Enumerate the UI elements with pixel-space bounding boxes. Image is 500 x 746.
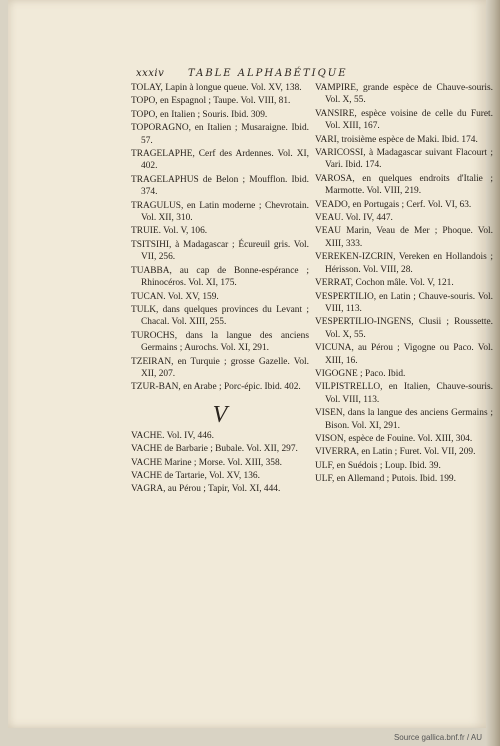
index-entry: VIVERRA, en Latin ; Furet. Vol. VII, 209. [315,447,476,458]
right-column [315,82,493,487]
index-entry: TRAGELAPHE, Cerf des Ardennes. Vol. XI, 402. [131,149,309,172]
index-entry: TSITSIHI, à Madagascar ; Écureuil gris. Vol. VII, 256. [131,239,309,263]
page-number: xxxiv [136,68,165,79]
index-entry: TULK, dans quelques provinces du Levant ; Chacal. Vol. XIII, 255. [131,304,309,328]
index-entry: TUABBA, au cap de Bonne-espérance ; Rhinocéros. Vol. XI, 175. [131,265,309,289]
index-entry: TOPORAGNO, en Italien ; Musaraigne. Ibid. 57. [131,123,309,146]
index-entry: TZUR-BAN, en Arabe ; Porc-épic. Ibid. 402. [131,382,301,393]
index-entry: VIGOGNE ; Paco. Ibid. [315,368,406,379]
index-entry: VARICOSSI, à Madagascar suivant Flacourt ; Vari. Ibid. 174. [315,148,493,171]
index-entry: VISON, espèce de Fouine. Vol. XIII, 304. [315,433,473,444]
index-entry: VACHE. Vol. IV, 446. [131,430,214,441]
section-letter: V [212,401,228,428]
index-entry: TZEIRAN, en Turquie ; grosse Gazelle. Vol. XII, 207. [131,356,309,379]
source-credit: Source gallica.bnf.fr / AU [393,733,482,742]
index-entry: VACHE Marine ; Morse. Vol. XIII, 358. [131,457,283,468]
index-entry: TRUIE. Vol. V, 106. [131,226,208,237]
index-entry: VILPISTRELLO, en Italien, Chauve-souris. Vol. VIII, 113. [315,382,493,405]
index-entry: TUROCHS, dans la langue des anciens Germains ; Aurochs. Vol. XI, 291. [131,330,309,354]
page-title: TABLE ALPHABÉTIQUE [187,68,348,79]
page-header [136,68,476,79]
index-entry: TRAGULUS, en Latin moderne ; Chevrotain. Vol. XII, 310. [131,200,309,224]
index-entry: TOLAY, Lapin à longue queue. Vol. XV, 138. [131,83,302,93]
index-entry: VEAU. Vol. IV, 447. [315,213,393,224]
left-column [131,82,309,497]
index-entry: VEREKEN-IZCRIN, Vereken en Hollandois ; Hérisson. Vol. VIII, 28. [315,252,493,275]
index-entry: TUCAN. Vol. XV, 159. [131,291,219,302]
index-entry: VACHE de Barbarie ; Bubale. Vol. XII, 297. [131,444,298,455]
index-entry: TOPO, en Espagnol ; Taupe. Vol. VIII, 81. [131,96,291,107]
index-entry: VICUNA, au Pérou ; Vigogne ou Paco. Vol. XIII, 16. [315,343,493,366]
index-entry: VAGRA, au Pérou ; Tapir, Vol. XI, 444. [131,484,281,495]
index-entry: VERRAT, Cochon mâle. Vol. V, 121. [315,278,454,289]
index-entry: VESPERTILIO-INGENS, Clusii ; Roussette. Vol. X, 55. [315,317,493,340]
index-entry: VEADO, en Portugais ; Cerf. Vol. VI, 63. [315,199,472,210]
index-entry: ULF, en Allemand ; Putois. Ibid. 199. [315,474,456,485]
index-entry: TOPO, en Italien ; Souris. Ibid. 309. [131,109,268,120]
index-entry: VESPERTILIO, en Latin ; Chauve-souris. Vol. VIII, 113. [315,291,493,314]
index-entry: VISEN, dans la langue des anciens Germains ; Bison. Vol. XI, 291. [315,408,493,431]
index-entry: VAROSA, en quelques endroits d'Italie ; Marmotte. Vol. VIII, 219. [315,173,493,197]
index-entry: VANSIRE, espèce voisine de celle du Furet. Vol. XIII, 167. [315,108,493,132]
index-entry: VARI, troisième espèce de Maki. Ibid. 174. [315,134,478,145]
index-entry: ULF, en Suédois ; Loup. Ibid. 39. [315,460,441,471]
index-entry: TRAGELAPHUS de Belon ; Moufflon. Ibid. 374. [131,174,309,198]
index-entry: VAMPIRE, grande espèce de Chauve-souris. Vol. X, 55. [315,83,493,106]
index-entry: VEAU Marin, Veau de Mer ; Phoque. Vol. XIII, 333. [315,226,493,249]
index-entry: VACHE de Tartarie, Vol. XV, 136. [131,470,260,481]
